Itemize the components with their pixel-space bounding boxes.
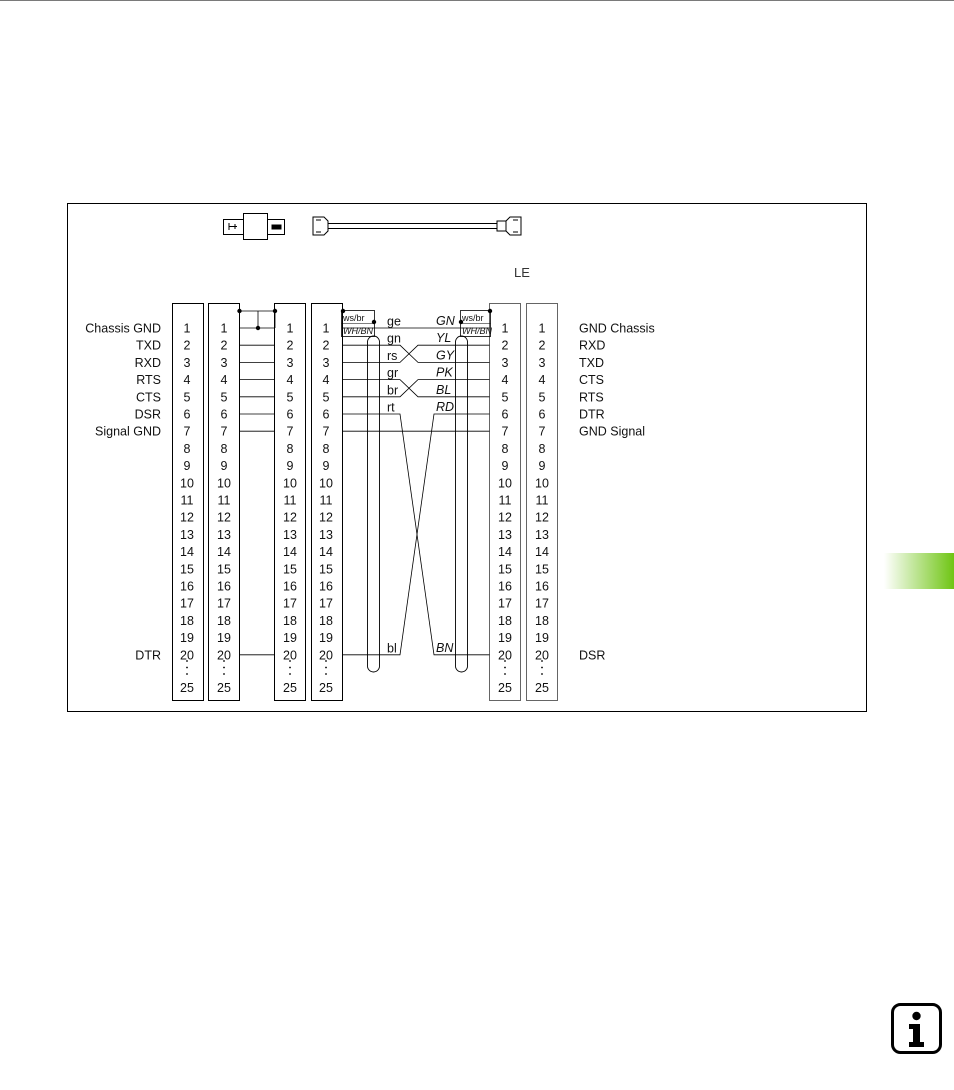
pin-number: 2 — [322, 338, 330, 353]
right-signal-label: CTS — [579, 373, 604, 388]
pin-number: 1 — [322, 321, 330, 336]
pin-number: 10 — [283, 476, 297, 491]
cable-shield — [456, 336, 468, 672]
pin-number: 3 — [538, 355, 546, 370]
info-icon[interactable] — [891, 1003, 942, 1054]
right-signal-label: GND Chassis — [579, 321, 655, 336]
pin-number: 8 — [538, 441, 546, 456]
pin-number: 14 — [283, 545, 297, 560]
pin-number: 19 — [498, 631, 512, 646]
pin-number: 9 — [538, 459, 546, 474]
right-signal-label: DTR — [579, 407, 605, 422]
pin-number: 1 — [183, 321, 191, 336]
pin-ellipsis — [541, 673, 543, 675]
left-signal-label: Signal GND — [95, 424, 161, 439]
pin-number: 5 — [538, 390, 546, 405]
left-signal-label: RXD — [134, 355, 161, 370]
pin-number: 20 — [217, 648, 231, 663]
pin-number: 17 — [283, 596, 297, 611]
pin-number: 17 — [180, 596, 194, 611]
pin-number: 8 — [286, 441, 294, 456]
shield-dot — [488, 309, 492, 313]
pin-number: 6 — [501, 407, 509, 422]
pin-number: 10 — [535, 476, 549, 491]
pin-number: 25 — [319, 681, 333, 695]
pin-number: 16 — [180, 579, 194, 594]
pin-number: 6 — [538, 407, 546, 422]
pin-number: 8 — [220, 441, 228, 456]
pin-number: 16 — [535, 579, 549, 594]
pin-number: 6 — [220, 407, 228, 422]
pin-ellipsis — [186, 673, 188, 675]
wire-color-label: bl — [387, 641, 397, 656]
pin-ellipsis — [541, 667, 543, 669]
pin-number: 15 — [283, 562, 297, 577]
pin-number: 19 — [319, 631, 333, 646]
wire-color-label: ge — [387, 314, 401, 329]
left-signal-label: DSR — [134, 407, 161, 422]
wire-color-label-en: BN — [436, 640, 454, 655]
pin-number: 25 — [180, 681, 194, 695]
junction-dot — [237, 309, 241, 313]
pin-number: 10 — [319, 476, 333, 491]
right-signal-label: RTS — [579, 390, 604, 405]
pin-number: 16 — [217, 579, 231, 594]
pin-number: 18 — [283, 613, 297, 628]
pin-number: 8 — [501, 441, 509, 456]
left-signal-label: CTS — [136, 390, 161, 405]
pin-number: 20 — [498, 648, 512, 663]
pin-number: 4 — [183, 373, 191, 388]
wire-color-label-en: BL — [436, 382, 452, 397]
serial-cable-icon — [313, 217, 521, 235]
left-signal-label: RTS — [136, 373, 161, 388]
pin-number: 25 — [498, 681, 512, 695]
pin-number: 11 — [319, 493, 333, 508]
pin-number: 1 — [220, 321, 228, 336]
pin-ellipsis — [504, 673, 506, 675]
pin-number: 3 — [220, 355, 228, 370]
shield-label-top: ws/br — [343, 313, 365, 323]
pin-number: 4 — [286, 373, 294, 388]
pin-number: 11 — [498, 493, 512, 508]
pin-number: 4 — [538, 373, 546, 388]
pin-ellipsis — [186, 667, 188, 669]
pin-number: 18 — [498, 613, 512, 628]
pin-number: 20 — [535, 648, 549, 663]
pin-number: 15 — [217, 562, 231, 577]
pin-number: 9 — [183, 459, 191, 474]
pin-number: 13 — [217, 527, 231, 542]
cable-shield — [368, 336, 380, 672]
pin-number: 5 — [322, 390, 330, 405]
right-signal-label: GND Signal — [579, 424, 645, 439]
pin-number: 2 — [538, 338, 546, 353]
pin-number: 2 — [501, 338, 509, 353]
pin-ellipsis — [504, 667, 506, 669]
pin-number: 2 — [220, 338, 228, 353]
pin-number: 11 — [283, 493, 297, 508]
shield-label-top: ws/br — [462, 313, 484, 323]
pin-number: 16 — [498, 579, 512, 594]
pin-ellipsis — [325, 673, 327, 675]
pin-ellipsis — [289, 667, 291, 669]
pin-number: 18 — [180, 613, 194, 628]
wire-color-label-en: GN — [436, 314, 455, 328]
left-signal-label: Chassis GND — [85, 321, 161, 336]
wire-color-label: rt — [387, 400, 395, 415]
pin-number: 15 — [319, 562, 333, 577]
pin-number: 4 — [501, 373, 509, 388]
pin-number: 19 — [217, 631, 231, 646]
pin-number: 6 — [286, 407, 294, 422]
pin-number: 18 — [319, 613, 333, 628]
pin-number: 1 — [538, 321, 546, 336]
pin-number: 4 — [322, 373, 330, 388]
wire-color-label: br — [387, 383, 399, 398]
pin-number: 3 — [501, 355, 509, 370]
pin-number: 6 — [322, 407, 330, 422]
pin-ellipsis — [223, 667, 225, 669]
pin-number: 6 — [183, 407, 191, 422]
pin-number: 15 — [498, 562, 512, 577]
wire-color-label-en: PK — [436, 365, 453, 380]
device-label: LE — [514, 265, 530, 280]
shield-label-bottom: WH/BN — [462, 326, 492, 336]
pin-number: 15 — [180, 562, 194, 577]
pin-number: 5 — [501, 390, 509, 405]
pin-number: 14 — [498, 545, 512, 560]
pin-number: 10 — [498, 476, 512, 491]
pin-number: 1 — [286, 321, 294, 336]
junction-dot — [256, 326, 260, 330]
pin-number: 18 — [217, 613, 231, 628]
pin-ellipsis — [325, 667, 327, 669]
pin-number: 7 — [501, 424, 509, 439]
pin-number: 12 — [319, 510, 333, 525]
pin-number: 5 — [183, 390, 191, 405]
pin-number: 9 — [322, 459, 330, 474]
wire-color-label: gn — [387, 331, 401, 346]
pin-number: 13 — [180, 527, 194, 542]
pin-number: 20 — [283, 648, 297, 663]
pin-number: 5 — [286, 390, 294, 405]
pin-number: 17 — [498, 596, 512, 611]
pin-number: 3 — [183, 355, 191, 370]
pin-number: 2 — [183, 338, 191, 353]
pin-number: 17 — [217, 596, 231, 611]
pin-number: 13 — [535, 527, 549, 542]
pin-number: 20 — [319, 648, 333, 663]
pin-number: 16 — [319, 579, 333, 594]
right-signal-label: TXD — [579, 355, 604, 370]
pin-number: 7 — [322, 424, 330, 439]
pin-number: 16 — [283, 579, 297, 594]
shield-label-bottom: WH/BN — [343, 326, 373, 336]
pin-number: 7 — [286, 424, 294, 439]
pin-number: 13 — [319, 527, 333, 542]
pin-number: 9 — [501, 459, 509, 474]
pin-number: 17 — [535, 596, 549, 611]
pin-number: 5 — [220, 390, 228, 405]
pin-number: 4 — [220, 373, 228, 388]
pin-number: 11 — [217, 493, 231, 508]
pin-number: 3 — [322, 355, 330, 370]
pin-number: 11 — [180, 493, 194, 508]
pin-number: 19 — [283, 631, 297, 646]
pin-number: 25 — [283, 681, 297, 695]
pin-number: 12 — [217, 510, 231, 525]
pin-number: 12 — [283, 510, 297, 525]
pin-number: 17 — [319, 596, 333, 611]
pin-number: 12 — [180, 510, 194, 525]
pin-ellipsis — [289, 673, 291, 675]
pin-number: 25 — [217, 681, 231, 695]
pin-number: 8 — [183, 441, 191, 456]
pin-number: 3 — [286, 355, 294, 370]
pin-number: 8 — [322, 441, 330, 456]
pin-number: 7 — [220, 424, 228, 439]
pin-number: 9 — [220, 459, 228, 474]
wire-color-label-en: RD — [436, 400, 455, 414]
pin-number: 10 — [217, 476, 231, 491]
pin-number: 14 — [180, 545, 194, 560]
wire-color-label: rs — [387, 348, 398, 363]
right-signal-label: DSR — [579, 648, 606, 663]
pin-number: 7 — [183, 424, 191, 439]
pin-number: 9 — [286, 459, 294, 474]
right-signal-label: RXD — [579, 338, 606, 353]
pin-number: 14 — [319, 545, 333, 560]
pin-number: 14 — [217, 545, 231, 560]
pin-number: 2 — [286, 338, 294, 353]
junction-dot — [273, 309, 277, 313]
pin-ellipsis — [223, 673, 225, 675]
pin-number: 20 — [180, 648, 194, 663]
pin-number: 19 — [180, 631, 194, 646]
pin-number: 15 — [535, 562, 549, 577]
pin-number: 1 — [501, 321, 509, 336]
pin-number: 7 — [538, 424, 546, 439]
pin-number: 13 — [283, 527, 297, 542]
pin-number: 12 — [535, 510, 549, 525]
shield-dot — [372, 320, 376, 324]
pin-number: 10 — [180, 476, 194, 491]
left-signal-label: DTR — [135, 648, 161, 663]
wire-color-label: gr — [387, 366, 399, 381]
wire-color-label-en: GY — [436, 348, 455, 363]
left-signal-label: TXD — [136, 338, 161, 353]
wire-color-label-en: YL — [436, 331, 452, 346]
pin-number: 25 — [535, 681, 549, 695]
pin-number: 18 — [535, 613, 549, 628]
pin-number: 14 — [535, 545, 549, 560]
pin-number: 13 — [498, 527, 512, 542]
pin-number: 12 — [498, 510, 512, 525]
pin-number: 19 — [535, 631, 549, 646]
pin-number: 11 — [535, 493, 549, 508]
db25-adapter-icon — [224, 214, 285, 240]
